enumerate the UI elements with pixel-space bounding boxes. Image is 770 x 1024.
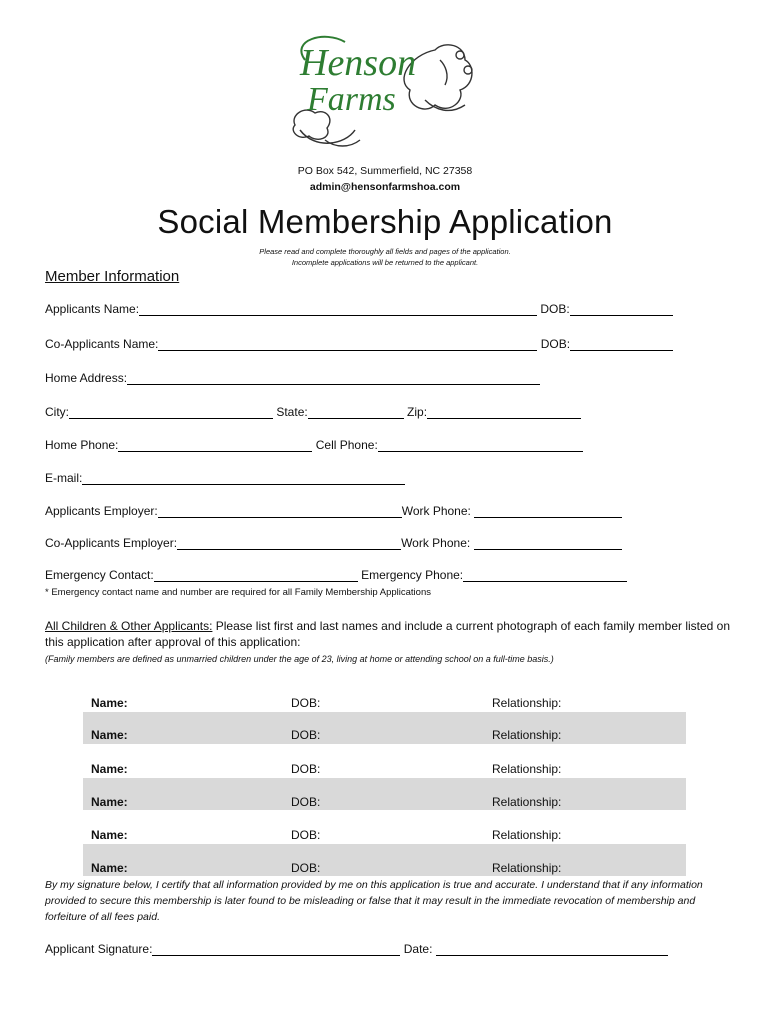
member-relationship-label: Relationship: bbox=[492, 861, 562, 875]
member-dob-label: DOB: bbox=[291, 828, 321, 842]
state-field[interactable] bbox=[308, 406, 404, 419]
member-relationship-label: Relationship: bbox=[492, 728, 562, 742]
home-address-field[interactable] bbox=[127, 372, 540, 385]
page-title: Social Membership Application bbox=[157, 203, 613, 240]
co-applicant-name-label: Co-Applicants Name: bbox=[45, 337, 159, 351]
certification-text: By my signature below, I certify that all information provided by me on this application is true and accurate. I understand that if any information provided to secure this membership is later found to be misleading or false that it may result in the immediate revocation of membership and forfeiture of all fees paid. bbox=[45, 879, 703, 923]
applicant-employer-row bbox=[45, 504, 622, 520]
children-text: Please list first and last names and include a current photograph of each family member listed on this application after approval of this application: bbox=[45, 619, 731, 649]
logo-text-farms: Farms bbox=[307, 81, 396, 118]
co-applicant-employer-label: Co-Applicants Employer: bbox=[45, 536, 178, 550]
member-dob-label: DOB: bbox=[291, 728, 321, 742]
email-row bbox=[45, 471, 405, 487]
member-dob-label: DOB: bbox=[291, 762, 321, 776]
applicant-name-label: Applicants Name: bbox=[45, 302, 140, 316]
children-paragraph bbox=[45, 618, 735, 650]
emergency-contact-field[interactable] bbox=[154, 569, 358, 582]
emergency-note: * Emergency contact name and number are required for all Family Membership Applications bbox=[45, 587, 431, 598]
member-name-label: Name: bbox=[91, 861, 128, 875]
zip-field[interactable] bbox=[427, 406, 581, 419]
city-label: City: bbox=[45, 405, 69, 419]
member-dob-label: DOB: bbox=[291, 696, 321, 710]
member-name-label: Name: bbox=[91, 728, 128, 742]
co-applicant-employer-field[interactable] bbox=[177, 537, 401, 550]
children-heading: All Children & Other Applicants: bbox=[45, 619, 213, 633]
city-state-zip-row bbox=[45, 405, 581, 421]
family-member-row[interactable] bbox=[83, 778, 686, 810]
member-info-heading: Member Information bbox=[45, 268, 180, 285]
applicant-dob-field[interactable] bbox=[570, 303, 673, 316]
zip-label: Zip: bbox=[407, 405, 428, 419]
email-label: E-mail: bbox=[45, 471, 83, 485]
instructions-line-2: Incomplete applications will be returned to the applicant. bbox=[291, 258, 479, 267]
children-note: (Family members are defined as unmarried children under the age of 23, living at home or attending school on a full-time basis.) bbox=[45, 654, 554, 664]
member-relationship-label: Relationship: bbox=[492, 696, 562, 710]
applicant-employer-label: Applicants Employer: bbox=[45, 504, 158, 518]
member-name-label: Name: bbox=[91, 828, 128, 842]
date-field[interactable] bbox=[436, 943, 668, 956]
applicant-name-row bbox=[45, 302, 673, 318]
instructions-line-1: Please read and complete thoroughly all fields and pages of the application. bbox=[259, 247, 511, 256]
member-dob-label: DOB: bbox=[291, 861, 321, 875]
co-applicant-work-phone-label: Work Phone: bbox=[401, 536, 471, 550]
applicant-signature-label: Applicant Signature: bbox=[45, 942, 153, 956]
co-applicant-employer-row bbox=[45, 536, 622, 552]
applicant-work-phone-label: Work Phone: bbox=[401, 504, 471, 518]
member-relationship-label: Relationship: bbox=[492, 795, 562, 809]
family-member-row[interactable] bbox=[83, 844, 686, 876]
member-name-label: Name: bbox=[91, 762, 128, 776]
emergency-phone-label: Emergency Phone: bbox=[361, 568, 464, 582]
co-applicant-name-field[interactable] bbox=[158, 338, 537, 351]
member-relationship-label: Relationship: bbox=[492, 762, 562, 776]
emergency-row bbox=[45, 568, 627, 584]
logo-graphic bbox=[285, 30, 485, 165]
applicant-employer-field[interactable] bbox=[158, 505, 402, 518]
co-applicant-work-phone-field[interactable] bbox=[474, 537, 622, 550]
address-line: PO Box 542, Summerfield, NC 27358 bbox=[297, 165, 473, 177]
family-member-row[interactable] bbox=[83, 712, 686, 744]
co-applicant-dob-field[interactable] bbox=[570, 338, 673, 351]
home-phone-field[interactable] bbox=[118, 439, 312, 452]
emergency-phone-field[interactable] bbox=[463, 569, 627, 582]
member-name-label: Name: bbox=[91, 795, 128, 809]
applicant-signature-field[interactable] bbox=[152, 943, 400, 956]
cell-phone-field[interactable] bbox=[378, 439, 583, 452]
email-field[interactable] bbox=[82, 472, 405, 485]
co-applicant-name-row bbox=[45, 337, 673, 353]
state-label: State: bbox=[276, 405, 308, 419]
email-line: admin@hensonfarmshoa.com bbox=[309, 181, 461, 193]
date-label: Date: bbox=[403, 942, 433, 956]
member-dob-label: DOB: bbox=[291, 795, 321, 809]
logo-text-henson: Henson bbox=[300, 42, 417, 84]
city-field[interactable] bbox=[69, 406, 273, 419]
emergency-contact-label: Emergency Contact: bbox=[45, 568, 154, 582]
phone-row bbox=[45, 438, 583, 454]
home-phone-label: Home Phone: bbox=[45, 438, 119, 452]
member-name-label: Name: bbox=[91, 696, 128, 710]
member-relationship-label: Relationship: bbox=[492, 828, 562, 842]
cell-phone-label: Cell Phone: bbox=[315, 438, 378, 452]
applicant-name-field[interactable] bbox=[139, 303, 537, 316]
co-applicant-dob-label: DOB: bbox=[540, 337, 571, 351]
signature-row bbox=[45, 942, 668, 958]
henson-farms-logo bbox=[285, 30, 485, 165]
home-address-label: Home Address: bbox=[45, 371, 128, 385]
applicant-work-phone-field[interactable] bbox=[474, 505, 622, 518]
applicant-dob-label: DOB: bbox=[540, 302, 570, 316]
home-address-row bbox=[45, 371, 540, 387]
